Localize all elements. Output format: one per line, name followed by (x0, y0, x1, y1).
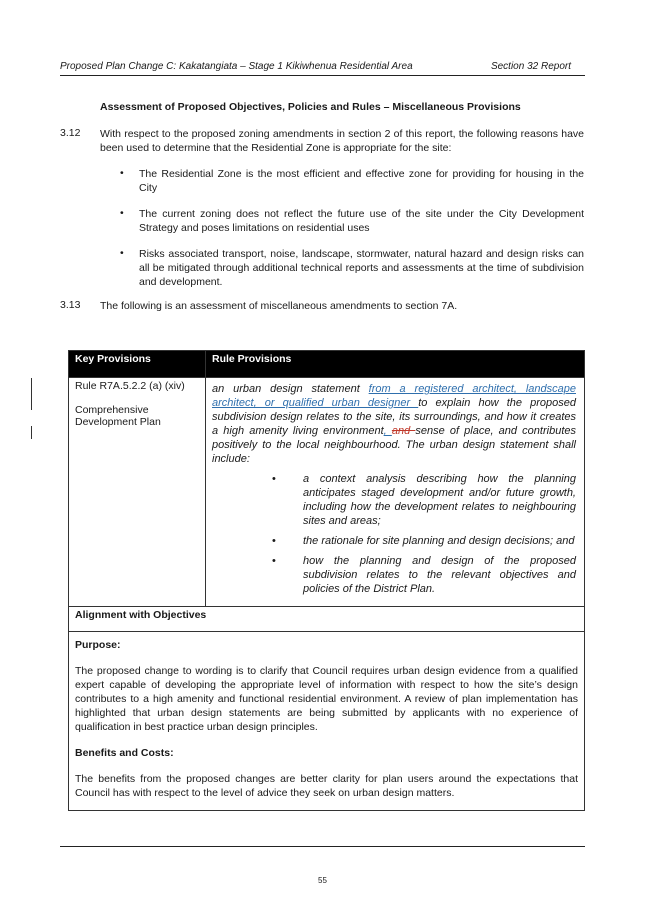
header-section-label: Section 32 Report (490, 61, 571, 72)
purpose-text: The proposed change to wording is to clarify that Council requires urban design evidence from a qualified expert capable of developing the appropriate level of information with respect to how the site’s design contributes to a high amenity and functional residential environment. A review of plan implementation has highlighted that urban design statements are being submitted by applicants with no experience of qualification in best practice urban design principles. (75, 665, 578, 733)
deleted-text: and (391, 425, 416, 437)
purpose-heading: Purpose: (75, 639, 121, 651)
rule-text-part: sense of place, and contributes positively to the local neighbourhood. The urban design statement shall include: (212, 425, 576, 465)
purpose-cell (69, 632, 585, 811)
header-document-title: Proposed Plan Change C: Kakatangiata – Stage 1 Kikiwhenua Residential Area (60, 61, 413, 72)
key-provision-name: Comprehensive Development Plan (75, 404, 161, 428)
rule-item-list (212, 472, 576, 596)
benefits-heading: Benefits and Costs: (75, 747, 174, 759)
list-item: • a context analysis describing how the planning anticipates staged development and/or future growth, including how the development relates to neighbouring sites and areas; (272, 473, 576, 527)
change-bar (31, 426, 32, 439)
bullet-item-1: The Residential Zone is the most efficient and effective zone for providing for housing in the City (139, 168, 584, 194)
rule-text-part: to explain how the proposed subdivision design relates to the site, its surroundings, and how it creates a high amenity living environment (212, 397, 576, 437)
bullet-marker: • (120, 247, 124, 259)
paragraph-number-3-12: 3.12 (60, 127, 81, 139)
column-header-rule-provisions: Rule Provisions (206, 351, 585, 378)
rule-provision-text (212, 382, 576, 466)
bullet-marker: • (120, 207, 124, 219)
section-title: Assessment of Proposed Objectives, Policies and Rules – Miscellaneous Provisions (100, 101, 521, 113)
footer-divider (60, 846, 585, 847)
list-item: • the rationale for site planning and design decisions; and (272, 535, 575, 547)
alignment-heading: Alignment with Objectives (69, 607, 585, 632)
change-bar (31, 378, 32, 410)
column-header-key-provisions: Key Provisions (69, 351, 206, 378)
bullet-item-3: Risks associated transport, noise, landscape, stormwater, natural hazard and design risks can all be mitigated through additional technical reports and assessments at the time of subdivision and development. (139, 248, 584, 288)
provisions-table (68, 350, 585, 811)
rule-provision-cell (206, 378, 585, 607)
paragraph-3-12: With respect to the proposed zoning amendments in section 2 of this report, the following reasons have been used to determine that the Residential Zone is appropriate for the site: (100, 128, 584, 154)
bullet-marker: • (120, 167, 124, 179)
benefits-text: The benefits from the proposed changes are better clarity for plan users around the expectations that Council has with respect to the level of advice they seek on urban design matters. (75, 773, 578, 799)
page-header (60, 61, 585, 76)
rule-text-part: an urban design statement (212, 383, 369, 395)
paragraph-number-3-13: 3.13 (60, 299, 81, 311)
inserted-text: from a registered architect, landscape architect, or qualified urban designer (212, 383, 576, 409)
bullet-item-2: The current zoning does not reflect the future use of the site under the City Development Strategy and poses limitations on residential uses (139, 208, 584, 234)
paragraph-3-13: The following is an assessment of miscellaneous amendments to section 7A. (100, 300, 458, 312)
page-number: 55 (318, 876, 327, 885)
inserted-comma: , (383, 425, 392, 437)
list-item: • how the planning and design of the proposed subdivision relates to the relevant objectives and policies of the District Plan. (272, 555, 576, 595)
key-provision-rule: Rule R7A.5.2.2 (a) (xiv) (75, 380, 185, 392)
key-provision-cell (69, 378, 206, 607)
